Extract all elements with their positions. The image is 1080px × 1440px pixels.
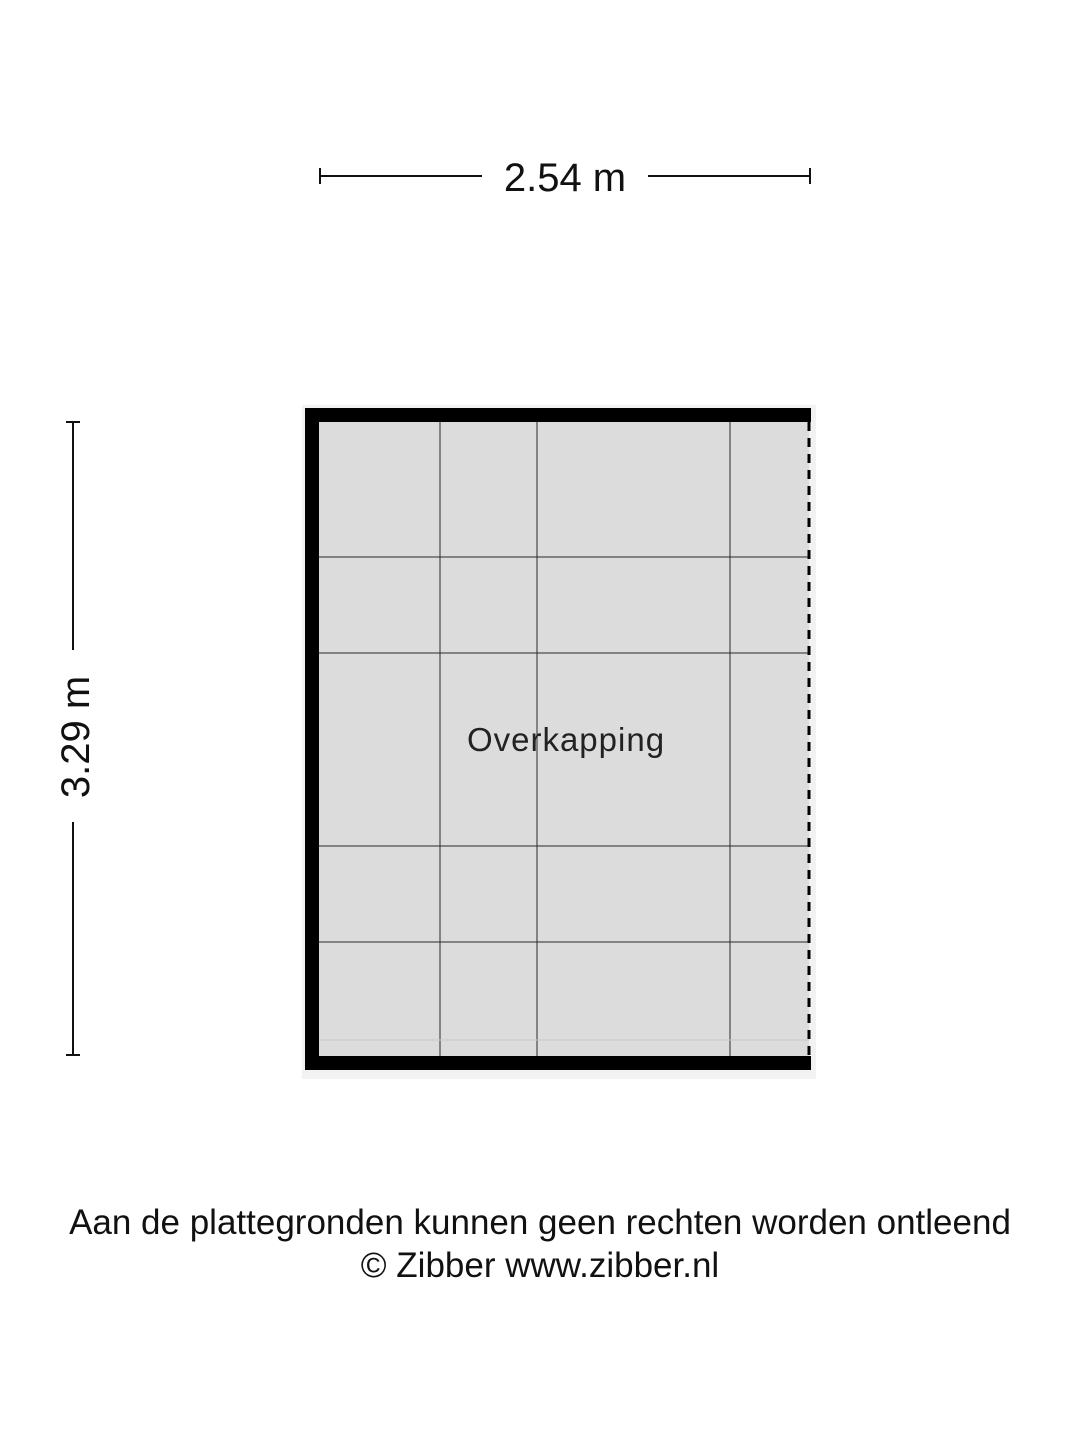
- height-dimension: [54, 422, 98, 1055]
- room-label: Overkapping: [466, 721, 666, 758]
- disclaimer-text: Aan de plattegronden kunnen geen rechten worden ontleend: [69, 1203, 1011, 1242]
- room-overkapping: [302, 405, 816, 1079]
- height-dimension-label: 3.29 m: [54, 675, 98, 799]
- wall-bottom: [305, 1056, 811, 1070]
- width-dimension: [320, 156, 810, 200]
- wall-left: [305, 408, 319, 1070]
- wall-top: [305, 408, 811, 422]
- width-dimension-label: 2.54 m: [503, 156, 627, 200]
- copyright-text: © Zibber www.zibber.nl: [360, 1246, 720, 1285]
